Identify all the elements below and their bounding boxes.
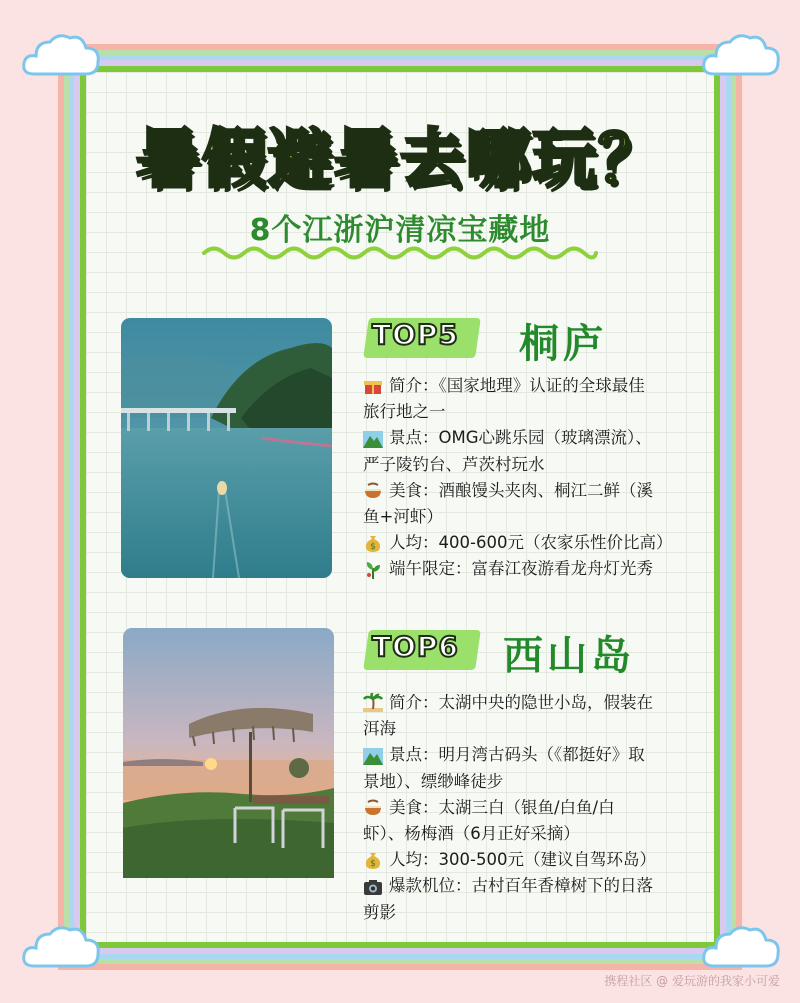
svg-text:$: $ [370, 859, 376, 870]
rank-badge: TOP5 [372, 318, 459, 351]
info-line: 景地）、缥缈峰徒步 [363, 771, 504, 791]
info-line: 简介：《国家地理》认证的全球最佳 [363, 373, 708, 399]
info-line: 景点：OMG心跳乐园（玻璃漂流）、 [363, 425, 708, 451]
camera-icon [363, 877, 383, 897]
wavy-underline [200, 244, 600, 262]
cloud-icon [20, 922, 102, 974]
tonglu-lake-photo [121, 318, 332, 578]
gift-icon [363, 376, 383, 396]
info-line: $ 人均：400-600元（农家乐性价比高） [363, 530, 708, 556]
cloud-icon [700, 30, 782, 82]
cloud-icon [20, 30, 102, 82]
info-line: 爆款机位：古村百年香樟树下的日落 [363, 873, 708, 899]
spot-info-tonglu [363, 373, 708, 583]
cloud-icon [700, 922, 782, 974]
info-line: $ 人均：300-500元（建议自驾环岛） [363, 847, 708, 873]
noodle-bowl-icon [363, 481, 383, 501]
place-name: 西山岛 [503, 633, 635, 679]
info-line: 美食：酒酿馒头夹肉、桐江二鲜（溪 [363, 478, 708, 504]
mountain-icon [363, 429, 383, 449]
svg-text:$: $ [370, 542, 376, 553]
xishan-island-sunset-photo [123, 628, 334, 888]
spot-info-xishan [363, 690, 708, 926]
money-bag-icon [363, 850, 383, 870]
mountain-icon [363, 746, 383, 766]
info-line: 简介：太湖中央的隐世小岛，假装在 [363, 690, 708, 716]
page-title: 暑假避暑去哪玩？ [136, 123, 664, 197]
info-line: 虾）、杨梅酒（6月正好采摘） [363, 824, 580, 844]
info-line: 景点：明月湾古码头（《都挺好》取 [363, 742, 708, 768]
rank-badge: TOP6 [372, 630, 459, 663]
info-line: 鱼+河虾） [363, 507, 443, 527]
info-line: 旅行地之一 [363, 402, 446, 422]
info-line: 美食：太湖三白（银鱼/白鱼/白 [363, 795, 708, 821]
plant-icon [363, 560, 383, 580]
watermark: 携程社区 @ 爱玩游的我家小可爱 [604, 974, 780, 988]
palm-tree-icon [363, 693, 383, 713]
money-bag-icon [363, 533, 383, 553]
noodle-bowl-icon [363, 798, 383, 818]
page-subtitle: 8个江浙沪清凉宝藏地 [249, 213, 551, 248]
place-name: 桐庐 [519, 321, 607, 367]
info-line: 严子陵钓台、芦茨村玩水 [363, 454, 545, 474]
info-line: 剪影 [363, 902, 396, 922]
info-line: 洱海 [363, 719, 396, 739]
info-line: 端午限定：富春江夜游看龙舟灯光秀 [363, 556, 708, 582]
